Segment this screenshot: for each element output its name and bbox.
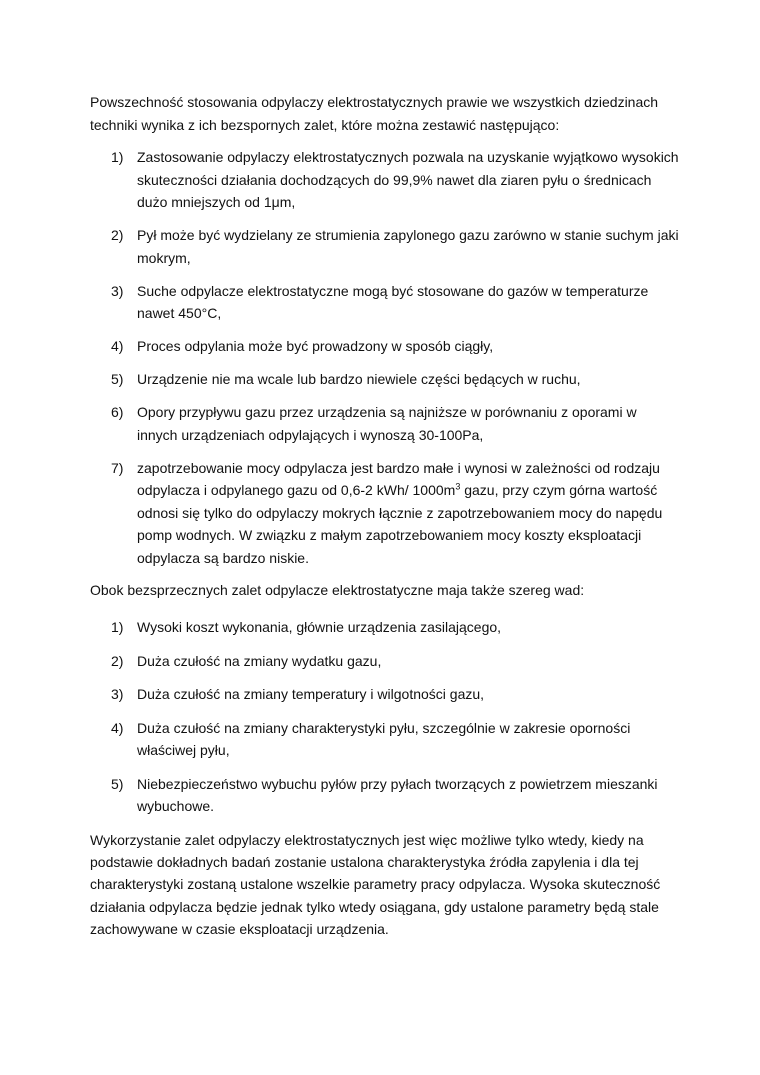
list-item-text: Zastosowanie odpylaczy elektrostatycznych pozwala na uzyskanie wyjątkowo wysokich skuteczności działania dochodzących do 99,9% nawet dla ziaren pyłu o średnicach dużo mniejszych od 1μm, (137, 149, 679, 210)
list-item-text: Suche odpylacze elektrostatyczne mogą być stosowane do gazów w temperaturze nawet 450°C, (137, 282, 649, 321)
superscript: 3 (455, 481, 461, 492)
list-item-text: Proces odpylania może być prowadzony w sposób ciągły, (137, 338, 494, 354)
list-item (90, 335, 680, 358)
list-item-text: Niebezpieczeństwo wybuchu pyłów przy pyłach tworzących z powietrzem mieszanki wybuchowe. (137, 775, 658, 814)
list-item-text: Duża czułość na zmiany charakterystyki pyłu, szczególnie w zakresie oporności właściwej pyłu, (137, 719, 631, 758)
disadvantages-intro-paragraph: Obok bezsprzecznych zalet odpylacze elektrostatyczne maja także szereg wad: (90, 582, 585, 598)
list-item-text: Duża czułość na zmiany temperatury i wilgotności gazu, (137, 686, 485, 702)
list-item-text-after: gazu, przy czym górna wartość odnosi się tylko do odpylaczy mokrych łącznie z zapotrzebowaniem mocy do napędu pomp wodnych. W związku z małym zapotrzebowaniem mocy koszty eksploatacji odpylacza są bardzo niskie. (137, 482, 663, 566)
list-item-number: 3) (111, 686, 124, 702)
list-item-text: Opory przypływu gazu przez urządzenia są najniższe w porównaniu z oporami w innych urządzeniach odpylających i wynoszą 30-100Pa, (137, 404, 637, 443)
list-item-number: 2) (111, 652, 124, 669)
list-item-number: 2) (111, 227, 124, 243)
list-item-number: 7) (111, 459, 124, 476)
list-item-number: 4) (111, 719, 124, 736)
list-item (90, 717, 680, 762)
list-item (90, 650, 680, 673)
list-item (90, 401, 680, 446)
list-item-number: 6) (111, 404, 124, 420)
list-item-number: 5) (111, 775, 124, 792)
disadvantages-list (90, 616, 680, 829)
list-item (90, 457, 680, 570)
list-item (90, 224, 680, 269)
list-item (90, 280, 680, 325)
list-item-text: Duża czułość na zmiany wydatku gazu, (137, 652, 382, 669)
list-item-text: Urządzenie nie ma wcale lub bardzo niewiele części będących w ruchu, (137, 371, 581, 387)
intro-paragraph: Powszechność stosowania odpylaczy elektrostatycznych prawie we wszystkich dziedzinach techniki wynika z ich bezspornych zalet, które można zestawić następująco: (90, 94, 659, 133)
list-item-number: 5) (111, 371, 124, 387)
list-item-text-before: zapotrzebowanie mocy odpylacza jest bardzo małe i wynosi w zależności od rodzaju odpylacza i odpylanego gazu od 0,6-2 kWh/ 1000m (137, 459, 660, 498)
list-item (90, 616, 680, 639)
list-item-number: 1) (111, 619, 124, 635)
list-item (90, 368, 680, 391)
list-item-number: 1) (111, 149, 124, 165)
list-item-number: 3) (111, 282, 124, 299)
list-item-text: Wysoki koszt wykonania, głównie urządzenia zasilającego, (137, 619, 502, 635)
conclusion-paragraph: Wykorzystanie zalet odpylaczy elektrostatycznych jest więc możliwe tylko wtedy, kiedy na podstawie dokładnych badań zostanie ustalona charakterystyka źródła zapylenia i dla tej charakterystyki zostaną ustalone wszelkie parametry pracy odpylacza. Wysoka skuteczność działania odpylacza będzie jednak tylko wtedy osiągana, gdy ustalone parametry będą stale zachowywane w czasie eksploatacji urządzenia. (90, 832, 661, 937)
list-item (90, 683, 680, 706)
list-item-text: Pył może być wydzielany ze strumienia zapylonego gazu zarówno w stanie suchym jaki mokrym, (137, 227, 679, 266)
list-item (90, 773, 680, 818)
list-item-number: 4) (111, 338, 124, 354)
advantages-list (90, 146, 680, 580)
list-item (90, 146, 680, 214)
